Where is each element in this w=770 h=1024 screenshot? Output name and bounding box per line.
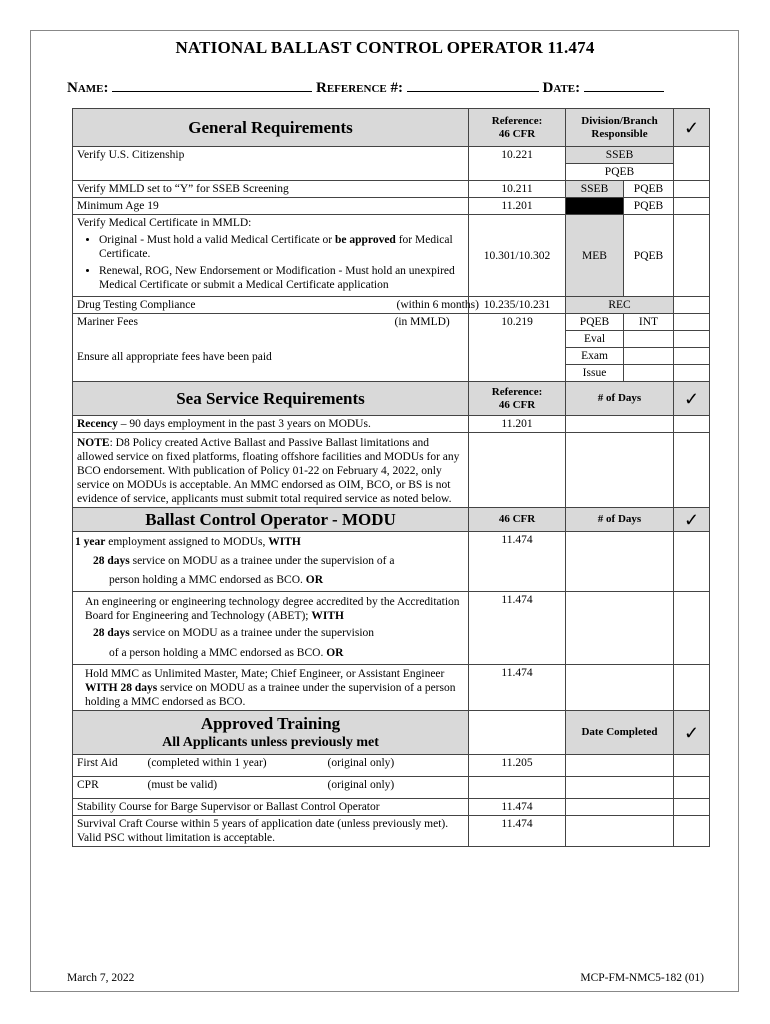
medical-row <box>73 215 710 297</box>
bullet1-text-c: for Medical Certificate. <box>99 234 453 260</box>
opt2-l1-text: An engineering or engineering technology degree accredited by the Accreditation Board for Engineering and Technology (ABET); <box>85 596 460 622</box>
opt1-l3-text: person holding a MMC endorsed as BCO. <box>109 574 306 586</box>
stability-date[interactable] <box>566 799 674 816</box>
recency-bold: Recency <box>77 418 118 430</box>
stability-row <box>73 799 710 816</box>
form-title: NATIONAL BALLAST CONTROL OPERATOR 11.474 <box>175 38 595 57</box>
fees-eval: Eval <box>566 331 624 348</box>
mmld-div1: SSEB <box>566 181 624 198</box>
first-aid-note1: (completed within 1 year) <box>147 757 267 769</box>
bco-option1-cell <box>73 532 469 592</box>
cpr-cell <box>73 777 469 799</box>
sea-header-row <box>73 382 710 416</box>
fees-exam: Exam <box>566 348 624 365</box>
note-ref <box>469 433 566 508</box>
opt2-line1 <box>85 595 464 623</box>
footer-form-number: MCP-FM-NMC5-182 (01) <box>580 972 704 984</box>
medical-check[interactable] <box>674 215 710 297</box>
drug-ref: 10.235/10.231 <box>469 297 566 314</box>
medical-cell <box>73 215 469 297</box>
bco-heading: Ballast Control Operator - MODU <box>73 508 469 532</box>
drug-row <box>73 297 710 314</box>
training-date-header: Date Completed <box>566 711 674 755</box>
cpr-check[interactable] <box>674 777 710 799</box>
bco-option3-row <box>73 665 710 711</box>
bco-option1-check[interactable] <box>674 532 710 592</box>
fees-int: INT <box>624 314 674 331</box>
opt3-text-a: Hold MMC as Unlimited Master, Mate; Chief Engineer, or Assistant Engineer <box>85 668 445 680</box>
stability-ref: 11.474 <box>469 799 566 816</box>
opt1-l2-text: service on MODU as a trainee under the supervision of a <box>129 555 395 567</box>
opt1-line2 <box>75 552 464 571</box>
fees-top <box>77 315 464 329</box>
training-heading <box>73 711 469 755</box>
fees-exam-check[interactable] <box>674 348 710 365</box>
reference-field[interactable] <box>407 78 539 92</box>
general-header-row <box>73 109 710 147</box>
training-check-header-icon: ✓ <box>674 711 710 755</box>
survival-label: Survival Craft Course within 5 years of application date (unless previously met). Valid PSC without limitation is acceptable. <box>73 816 469 847</box>
recency-text: – 90 days employment in the past 3 years on MODUs. <box>117 418 371 430</box>
age-label: Minimum Age 19 <box>73 198 469 215</box>
drug-label: Drug Testing Compliance <box>77 299 196 311</box>
bco-option3-cell <box>73 665 469 711</box>
cpr-row <box>73 777 710 799</box>
first-aid-date[interactable] <box>566 755 674 777</box>
citizenship-check[interactable] <box>674 147 710 181</box>
div-header-line1: Division/Branch <box>581 114 658 127</box>
citizenship-ref: 10.221 <box>469 147 566 181</box>
first-aid-cell <box>73 755 469 777</box>
medical-div1: MEB <box>566 215 624 297</box>
div-header-line2: Responsible <box>591 127 648 140</box>
age-check[interactable] <box>674 198 710 215</box>
sea-ref-header-line1: Reference: <box>491 385 543 398</box>
age-ref: 11.201 <box>469 198 566 215</box>
date-field[interactable] <box>584 78 664 92</box>
sea-days-header: # of Days <box>566 382 674 416</box>
bco-option1-days[interactable] <box>566 532 674 592</box>
bco-option1-row <box>73 532 710 592</box>
bco-option3-ref: 11.474 <box>469 665 566 711</box>
opt2-l2-text: service on MODU as a trainee under the supervision <box>129 627 375 639</box>
fees-issue-check[interactable] <box>674 365 710 382</box>
name-label: Name: <box>67 80 109 96</box>
survival-date[interactable] <box>566 816 674 847</box>
age-div2: PQEB <box>624 198 674 215</box>
bullet1-text-a: Original - Must hold a valid Medical Certificate or <box>99 234 336 246</box>
opt1-l1-bold: 1 year <box>75 536 106 548</box>
reference-header <box>469 109 566 147</box>
note-check <box>674 433 710 508</box>
first-aid-note2: (original only) <box>327 757 395 769</box>
recency-ref: 11.201 <box>469 416 566 433</box>
fees-eval-check[interactable] <box>674 331 710 348</box>
fees-eval-blank[interactable] <box>624 331 674 348</box>
note-cell <box>73 433 469 508</box>
fees-issue: Issue <box>566 365 624 382</box>
opt2-line2 <box>85 623 464 643</box>
opt3-text-bold: WITH 28 days <box>85 682 158 694</box>
opt1-l1-text: employment assigned to MODUs, <box>105 536 269 548</box>
sea-check-header-icon: ✓ <box>674 382 710 416</box>
sea-ref-header <box>469 382 566 416</box>
sea-service-heading: Sea Service Requirements <box>73 382 469 416</box>
opt2-l3-or: OR <box>326 647 344 659</box>
citizenship-div2: PQEB <box>566 164 674 181</box>
bco-option2-check[interactable] <box>674 592 710 665</box>
first-aid-label: First Aid <box>77 757 118 769</box>
medical-bullets <box>77 233 464 292</box>
stability-label: Stability Course for Barge Supervisor or Ballast Control Operator <box>73 799 469 816</box>
mmld-check[interactable] <box>674 181 710 198</box>
opt1-l2-bold: 28 days <box>93 555 130 567</box>
training-heading-line1: Approved Training <box>200 713 341 733</box>
footer-date: March 7, 2022 <box>67 972 135 984</box>
fees-ref: 10.219 <box>469 314 566 382</box>
opt2-l3-text: of a person holding a MMC endorsed as BCO. <box>109 647 327 659</box>
opt1-line1 <box>75 533 464 552</box>
bco-days-header: # of Days <box>566 508 674 532</box>
medical-bullet-renewal: • Renewal, ROG, New Endorsement or Modification - Must hold an unexpired Medical Certificate or submit a Medical Certificate application <box>99 264 464 292</box>
cpr-date[interactable] <box>566 777 674 799</box>
fees-cell <box>73 314 469 382</box>
opt1-l3-or: OR <box>305 574 324 586</box>
survival-ref: 11.474 <box>469 816 566 847</box>
survival-check[interactable] <box>674 816 710 847</box>
note-bold: NOTE <box>77 437 110 449</box>
ref-header-line1: Reference: <box>491 114 543 127</box>
citizenship-div1: SSEB <box>566 147 674 164</box>
mmld-ref: 10.211 <box>469 181 566 198</box>
ref-header-line2: 46 CFR <box>498 127 536 140</box>
first-aid-check[interactable] <box>674 755 710 777</box>
opt2-line3 <box>85 643 464 663</box>
note-row <box>73 433 710 508</box>
requirements-table <box>72 108 710 847</box>
citizenship-label: Verify U.S. Citizenship <box>73 147 469 181</box>
bco-option2-ref: 11.474 <box>469 592 566 665</box>
cpr-ref <box>469 777 566 799</box>
cpr-label: CPR <box>77 779 99 791</box>
fees-note: (in MMLD) <box>394 316 450 328</box>
recency-row <box>73 416 710 433</box>
first-aid-ref: 11.205 <box>469 755 566 777</box>
bco-option2-row <box>73 592 710 665</box>
recency-days[interactable] <box>566 416 674 433</box>
mmld-label: Verify MMLD set to “Y” for SSEB Screening <box>73 181 469 198</box>
general-requirements-heading: General Requirements <box>73 109 469 147</box>
opt2-l1-with: WITH <box>311 610 344 622</box>
division-header <box>566 109 674 147</box>
bullet1-text-bold: be approved <box>335 234 396 246</box>
drug-note: (within 6 months) <box>396 299 479 311</box>
bco-option2-cell <box>73 592 469 665</box>
recency-cell <box>73 416 469 433</box>
bco-ref-header: 46 CFR <box>469 508 566 532</box>
bco-option2-days[interactable] <box>566 592 674 665</box>
training-header-row <box>73 711 710 755</box>
citizenship-row <box>73 147 710 164</box>
training-heading-line2: All Applicants unless previously met <box>162 734 379 750</box>
recency-check[interactable] <box>674 416 710 433</box>
name-field[interactable] <box>112 78 312 92</box>
age-row <box>73 198 710 215</box>
note-days <box>566 433 674 508</box>
fees-issue-blank[interactable] <box>624 365 674 382</box>
fees-check[interactable] <box>674 314 710 331</box>
opt3-text-b: service on MODU as a trainee under the supervision of a person holding a MMC endorsed as BCO. <box>85 682 456 708</box>
fees-exam-blank[interactable] <box>624 348 674 365</box>
opt2-l2-bold: 28 days <box>93 627 130 639</box>
fees-ensure: Ensure all appropriate fees have been paid <box>77 351 272 363</box>
opt1-l1-with: WITH <box>268 536 301 548</box>
training-ref-header <box>469 711 566 755</box>
bco-header-row <box>73 508 710 532</box>
bco-check-header-icon: ✓ <box>674 508 710 532</box>
note-text: : D8 Policy created Active Ballast and Passive Ballast limitations and allowed service on fixed platforms, floating offshore facilities and MODUs for any BCO endorsement. With publication of Policy 01-22 on February 4, 2022, only service on MODUs is acceptable. An MMC endorsed as OIM, BCO, or BS is not evidence of service, applicants must submit total required service as noted below. <box>77 437 460 505</box>
reference-label: Reference #: <box>316 80 403 96</box>
medical-ref: 10.301/10.302 <box>469 215 566 297</box>
fees-row <box>73 314 710 331</box>
fees-pqeb: PQEB <box>566 314 624 331</box>
header-fields <box>67 78 707 97</box>
drug-cell <box>73 297 479 314</box>
date-label: Date: <box>542 80 581 96</box>
cpr-note2: (original only) <box>327 779 395 791</box>
sea-ref-header-line2: 46 CFR <box>498 398 536 411</box>
medical-label: Verify Medical Certificate in MMLD: <box>77 217 252 229</box>
mmld-row <box>73 181 710 198</box>
medical-bullet-original <box>99 233 464 261</box>
opt1-line3 <box>75 571 464 590</box>
first-aid-row <box>73 755 710 777</box>
bco-option3-days[interactable] <box>566 665 674 711</box>
cpr-note1: (must be valid) <box>147 779 218 791</box>
mmld-div2: PQEB <box>624 181 674 198</box>
age-blacked-cell <box>566 198 624 215</box>
bco-option3-check[interactable] <box>674 665 710 711</box>
stability-check[interactable] <box>674 799 710 816</box>
fees-label: Mariner Fees <box>77 316 138 328</box>
medical-div2: PQEB <box>624 215 674 297</box>
bco-option1-ref: 11.474 <box>469 532 566 592</box>
drug-div: REC <box>566 297 674 314</box>
check-header-icon: ✓ <box>674 109 710 147</box>
drug-check[interactable] <box>674 297 710 314</box>
survival-row <box>73 816 710 847</box>
